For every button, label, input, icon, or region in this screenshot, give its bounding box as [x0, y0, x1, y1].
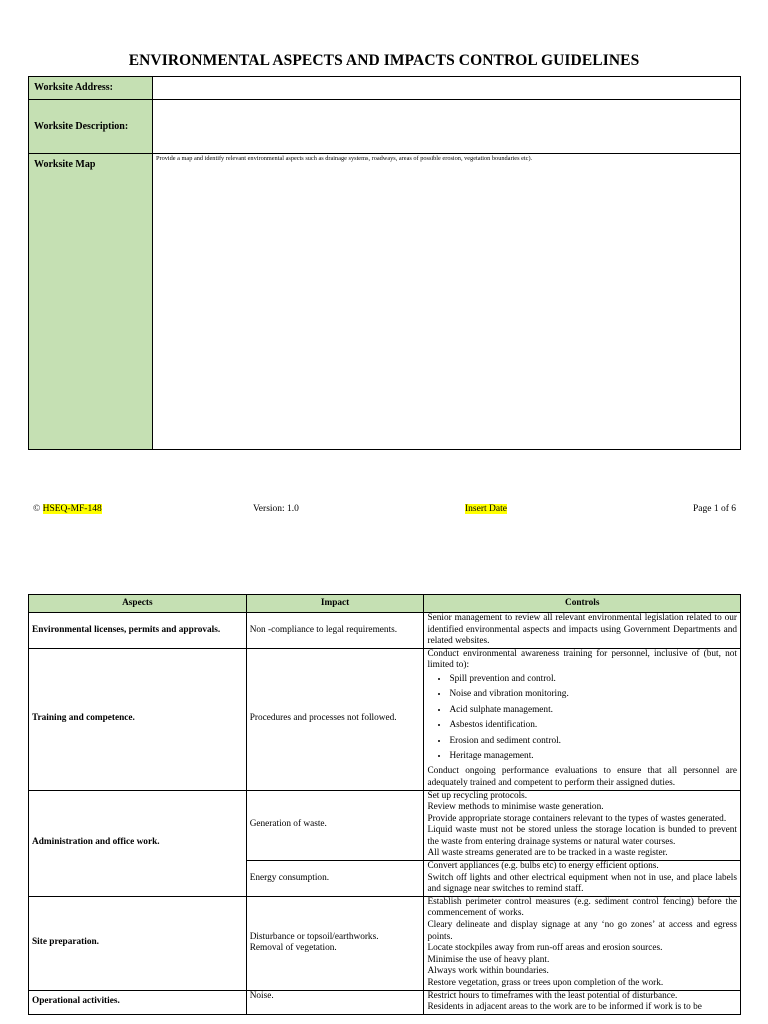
impact-cell — [246, 896, 424, 990]
control-line: Restrict hours to timeframes with the least potential of disturbance. — [427, 990, 678, 1001]
header-impact: Impact — [246, 595, 424, 613]
impact-text: Energy consumption. — [249, 872, 330, 883]
impact-cell — [246, 861, 424, 897]
table-row — [29, 896, 741, 990]
control-bullet: • Noise and vibration monitoring. — [449, 689, 737, 701]
header-aspects: Aspects — [29, 595, 247, 613]
worksite-description-label: Worksite Description: — [29, 100, 153, 154]
table-header-row — [29, 595, 741, 613]
impact-text: Generation of waste. — [249, 819, 327, 830]
controls-bullet-list — [435, 674, 737, 763]
header-controls: Controls — [424, 595, 741, 613]
worksite-info-table — [28, 76, 741, 450]
control-line: All waste streams generated are to be tracked in a waste register. — [427, 848, 668, 859]
impact-text: Removal of vegetation. — [249, 943, 337, 954]
control-line: Switch off lights and other electrical equipment when not in use, and place labels and signage near switches to remind staff. — [427, 872, 737, 895]
control-line: Conduct ongoing performance evaluations to ensure that all personnel are adequately trained and competent to perform their assigned duties. — [427, 766, 737, 788]
control-line: Restore vegetation, grass or trees upon completion of the work. — [427, 978, 664, 988]
aspect-cell: Administration and office work. — [29, 790, 247, 896]
controls-cell — [424, 896, 741, 990]
control-line: Provide appropriate storage containers relevant to the types of wastes generated. — [427, 813, 727, 824]
controls-cell — [424, 790, 741, 861]
impact-cell — [246, 613, 424, 649]
page-title: ENVIRONMENTAL ASPECTS AND IMPACTS CONTROL GUIDELINES — [128, 52, 640, 69]
aspect-cell: Operational activities. — [29, 990, 247, 1014]
impact-text: Non -compliance to legal requirements. — [249, 624, 398, 635]
impact-cell — [246, 648, 424, 790]
table-row — [29, 790, 741, 861]
impact-text: Procedures and processes not followed. — [249, 713, 397, 724]
controls-cell — [424, 990, 741, 1014]
aspect-cell: Site preparation. — [29, 896, 247, 990]
controls-cell — [424, 861, 741, 897]
aspects-impacts-table — [28, 594, 741, 1015]
table-row — [29, 613, 741, 649]
footer-doc-code: © HSEQ-MF-148 — [33, 504, 102, 514]
aspect-cell: Environmental licenses, permits and approvals. — [29, 613, 247, 649]
table-row — [29, 990, 741, 1014]
controls-cell — [424, 613, 741, 649]
footer-page-number: Page 1 of 6 — [693, 504, 737, 514]
impact-text: Disturbance or topsoil/earthworks. — [249, 931, 379, 942]
control-bullet: • Spill prevention and control. — [449, 674, 737, 686]
table-row — [29, 648, 741, 790]
worksite-address-field[interactable] — [153, 77, 741, 100]
control-line: Establish perimeter control measures (e.g. sediment control fencing) before the commencement of works. — [427, 896, 737, 919]
control-line: Set up recycling protocols. — [427, 790, 528, 801]
worksite-map-instruction: Provide a map and identify relevant environmental aspects such as drainage systems, roadways, areas of possible erosion, vegetation boundaries etc). — [156, 155, 533, 162]
control-line: Locate stockpiles away from run-off areas and erosion sources. — [427, 943, 663, 954]
worksite-map-area[interactable] — [153, 154, 741, 450]
footer-date: Insert Date — [465, 504, 507, 514]
control-line: Liquid waste must not be stored unless the storage location is bunded to prevent the waste from entering drainage systems or natural water courses. — [427, 825, 737, 847]
control-line: Senior management to review all relevant environmental legislation related to our identified environmental aspects and impacts using Government Departments and related websites. — [427, 613, 737, 647]
control-line: Residents in adjacent areas to the work are to be informed if work is to be — [427, 1002, 702, 1013]
controls-cell — [424, 648, 741, 790]
control-line: Cleary delineate and display signage at any ‘no go zones’ at access and egress points. — [427, 920, 737, 942]
impact-cell — [246, 990, 424, 1014]
worksite-map-label: Worksite Map — [29, 154, 153, 450]
control-bullet: • Asbestos identification. — [449, 720, 737, 732]
impact-text: Noise. — [249, 990, 274, 1001]
control-bullet: • Acid sulphate management. — [449, 705, 737, 717]
worksite-description-field[interactable] — [153, 100, 741, 154]
control-bullet: • Heritage management. — [449, 751, 737, 763]
control-line: Conduct environmental awareness training for personnel, inclusive of (but, not limited to): — [427, 648, 737, 671]
control-bullet: • Erosion and sediment control. — [449, 736, 737, 748]
control-line: Convert appliances (e.g. bulbs etc) to energy efficient options. — [427, 861, 659, 872]
worksite-address-label: Worksite Address: — [29, 77, 153, 100]
impact-cell — [246, 790, 424, 861]
footer-version: Version: 1.0 — [253, 504, 299, 514]
control-line: Always work within boundaries. — [427, 966, 549, 977]
control-line: Minimise the use of heavy plant. — [427, 954, 550, 965]
control-line: Review methods to minimise waste generation. — [427, 802, 604, 813]
aspect-cell: Training and competence. — [29, 648, 247, 790]
